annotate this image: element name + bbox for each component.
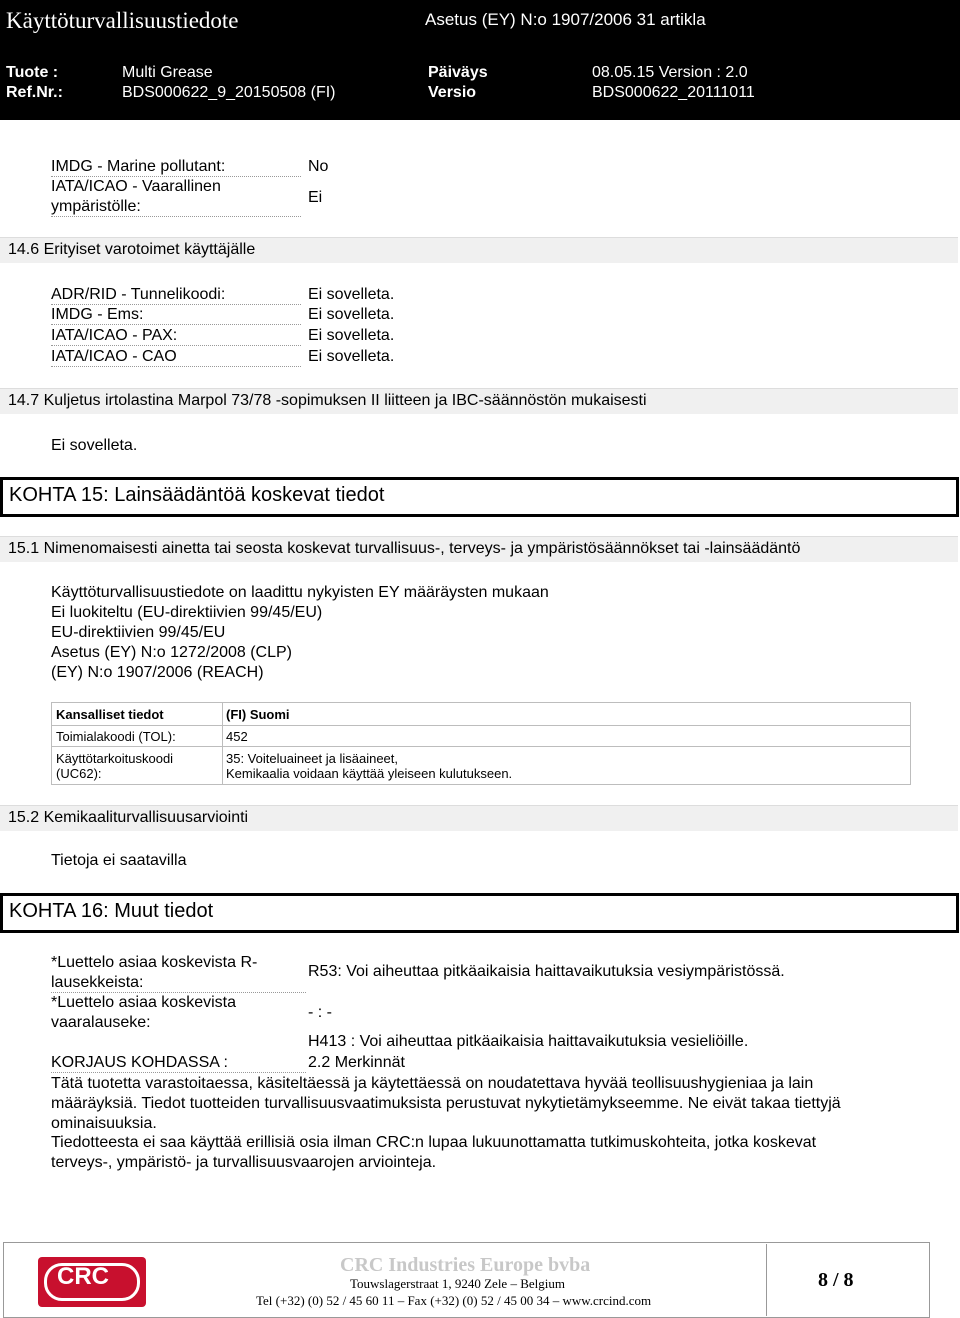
section-bar-15-1 [0,536,958,562]
transport-label: ympäristölle: [51,198,301,217]
version-label: Versio [428,84,477,101]
precaution-value: Ei sovelleta. [308,286,395,303]
disclaimer-line: Tätä tuotetta varastoitaessa, käsiteltäessä ja käytettäessä on noudatettava hyvää teollisuushygieniaa ja lain [51,1075,814,1092]
disclaimer-line: terveys-, ympäristö- ja turvallisuusvaarojen arviointeja. [51,1154,437,1171]
table-cell: (UC62): [56,766,102,781]
r-phrases-value: R53: Voi aiheuttaa pitkäaikaisia haittavaikutuksia vesiympäristössä. [308,963,785,980]
regulation-line: Ei luokiteltu (EU-direktiivien 99/45/EU) [51,604,323,621]
ref-label: Ref.Nr.: [6,84,63,101]
r-phrases-label: *Luettelo asiaa koskevista R- [51,954,258,971]
date-label: Päiväys [428,64,488,81]
transport-label: IATA/ICAO - Vaarallinen [51,178,221,195]
document-title: Käyttöturvallisuustiedote [6,8,239,33]
regulation-line: (EY) N:o 1907/2006 (REACH) [51,664,264,681]
precaution-label: IATA/ICAO - CAO [51,348,301,367]
section-bar-14-7 [0,388,958,414]
precaution-label: IMDG - Ems: [51,306,301,325]
precaution-label: ADR/RID - Tunnelikoodi: [51,286,301,305]
hazard-statements-value: H413 : Voi aiheuttaa pitkäaikaisia haittavaikutuksia vesieliöille. [308,1033,749,1050]
precaution-value: Ei sovelleta. [308,306,395,323]
precaution-value: Ei sovelleta. [308,327,395,344]
disclaimer-line: ominaisuuksia. [51,1115,157,1132]
regulation-line: EU-direktiivien 99/45/EU [51,624,226,641]
heading-text: KOHTA 15: Lainsäädäntöä koskevat tiedot [9,484,385,506]
transport-value: Ei [308,189,323,206]
hazard-statements-label: *Luettelo asiaa koskevista [51,994,236,1011]
section-bar-15-2 [0,805,958,831]
section-heading-16 [0,893,959,933]
product-value: Multi Grease [122,64,213,81]
table-cell: 35: Voiteluaineet ja lisäaineet, [226,751,399,766]
disclaimer-line: määräyksiä. Tiedot tuotteiden turvallisuusvaatimuksista perustuvat nykytietämykseemme. Ne eivät takaa tiettyjä [51,1095,841,1112]
section-bar-14-6 [0,237,958,263]
date-value: 08.05.15 Version : 2.0 [592,64,748,81]
assessment-text: Tietoja ei saatavilla [51,852,187,869]
precaution-value: Ei sovelleta. [308,348,395,365]
table-cell: Toimialakoodi (TOL): [56,729,176,744]
r-phrases-label: lausekkeista: [51,974,306,993]
transport-label: IMDG - Marine pollutant: [51,158,301,177]
precaution-label: IATA/ICAO - PAX: [51,327,301,346]
section-title: 15.2 Kemikaaliturvallisuusarviointi [8,809,249,826]
regulation-reference: Asetus (EY) N:o 1907/2006 31 artikla [425,10,706,29]
regulation-line: Käyttöturvallisuustiedote on laadittu nykyisten EY määräysten mukaan [51,584,549,601]
company-name: CRC Industries Europe bvba [340,1254,591,1276]
section-title: 15.1 Nimenomaisesti ainetta tai seosta koskevat turvallisuus-, terveys- ja ympäristösäännökset tai -lainsäädäntö [8,540,801,557]
table-cell: Käyttötarkoituskoodi [56,751,174,766]
national-info-table [51,702,911,785]
disclaimer-line: Tiedotteesta ei saa käyttää erillisiä osia ilman CRC:n lupaa lukuunottamatta tutkimuskohteita, jotka koskevat [51,1134,817,1151]
page-number: 8 / 8 [818,1269,854,1291]
company-contact: Tel (+32) (0) 52 / 45 60 11 – Fax (+32) (0) 52 / 45 00 34 – www.crcind.com [256,1293,652,1308]
crc-logo [38,1257,146,1307]
marpol-text: Ei sovelleta. [51,437,138,454]
hazard-statements-value: - : - [308,1004,332,1021]
ref-value: BDS000622_9_20150508 (FI) [122,84,336,101]
heading-text: KOHTA 16: Muut tiedot [9,900,214,922]
section-heading-15 [0,477,959,517]
table-header: (FI) Suomi [226,707,290,722]
transport-value: No [308,158,329,175]
correction-value: 2.2 Merkinnät [308,1054,405,1071]
table-cell: 452 [226,729,248,744]
section-title: 14.6 Erityiset varotoimet käyttäjälle [8,241,256,258]
logo-text: CRC [57,1263,109,1290]
product-label: Tuote : [6,64,59,81]
regulation-line: Asetus (EY) N:o 1272/2008 (CLP) [51,644,293,661]
document-header [0,0,960,120]
correction-label: KORJAUS KOHDASSA : [51,1054,306,1073]
hazard-statements-label: vaaralauseke: [51,1014,151,1031]
table-cell: Kemikaalia voidaan käyttää yleiseen kulutukseen. [226,766,513,781]
company-address: Touwslagerstraat 1, 9240 Zele – Belgium [350,1276,565,1291]
version-value: BDS000622_20111011 [592,84,755,101]
section-title: 14.7 Kuljetus irtolastina Marpol 73/78 -sopimuksen II liitteen ja IBC-säännöstön mukaisesti [8,392,647,409]
table-header: Kansalliset tiedot [56,707,164,722]
